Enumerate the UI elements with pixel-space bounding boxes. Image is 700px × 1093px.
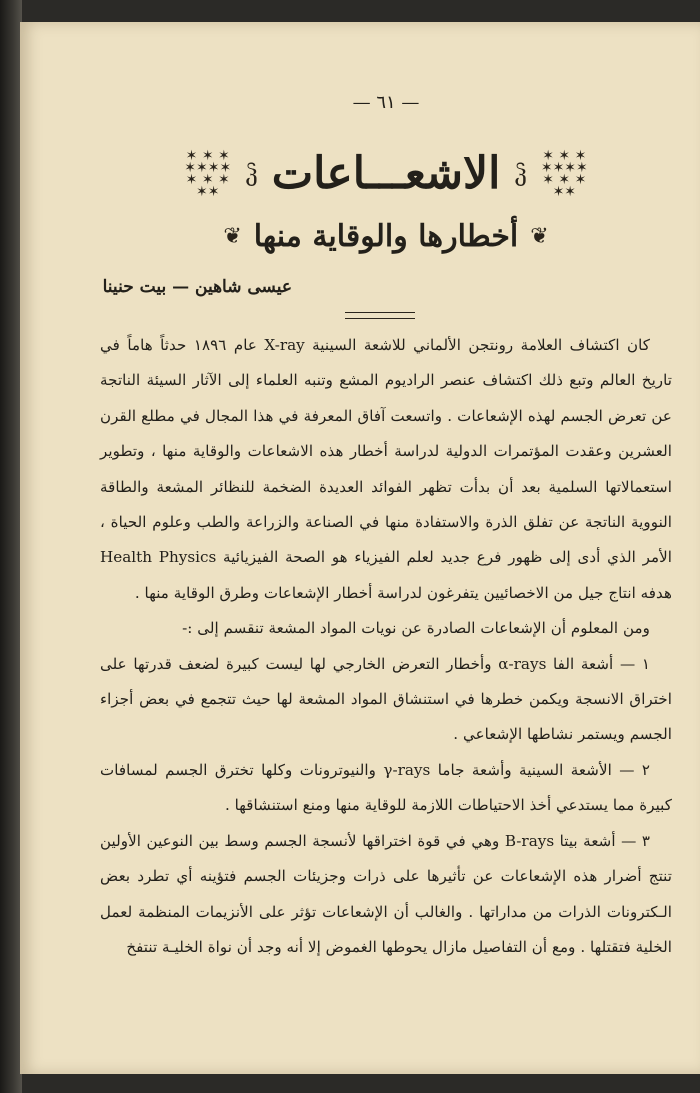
author-line: عيسى شاهين — بيت حنينا	[102, 277, 292, 297]
title-row	[100, 134, 672, 214]
paragraph: كان اكتشاف العلامة رونتجن الألماني للاشعة السينية X-ray عام ١٨٩٦ حدثاً هاماً في تاريخ العالم وتبع ذلك اكتشاف عنصر الراديوم المشع وتنبه العلماء إلى الآثار السيئة الناتجة عن تعرض الجسم لهذه الإشعاعات . واتسعت آفاق المعرفة في هذا المجال في مطلع القرن العشرين وعقدت المؤتمرات الدولية لدراسة أخطار هذه الاشعاعات والوقاية منها ، وتطوير استعمالاتها السلمية بعد أن بدأت تظهر الفوائد العديدة الضخمة للنظائر المشعة والطاقة النووية الناتجة عن تفلق الذرة والاستفادة منها في الصناعة والزراعة والطب وعلوم الحياة ، الأمر الذي أدى إلى ظهور فرع جديد لعلم الفيزياء هو الصحة الفيزيائية Health Physics هدفه انتاج جيل من الاخصائيين يتفرغون لدراسة أخطار الإشعاعات وطرق الوقاية منها .	[100, 336, 672, 602]
book-page	[20, 22, 700, 1074]
list-item: ٢ — الأشعة السينية وأشعة جاما γ-rays والنيوترونات وكلها تخترق الجسم لمسافات كبيرة مما يستدعي أخذ الاحتياطات اللازمة للوقاية منها ومنع استنشاقها .	[100, 760, 672, 815]
star-cluster-icon: ✶ ✶ ✶ ✶✶✶✶ ✶ ✶ ✶ ✶✶	[540, 148, 588, 200]
page-number: — ٦١ —	[352, 92, 420, 113]
star-cluster-icon: ✶ ✶ ✶ ✶✶✶✶ ✶ ✶ ✶ ✶✶	[184, 148, 232, 200]
article-title: الاشعـــاعات	[271, 148, 501, 199]
paragraph: ومن المعلوم أن الإشعاعات الصادرة عن نويات المواد المشعة تنقسم إلى :-	[182, 619, 650, 638]
article-body	[100, 328, 672, 965]
swirl-ornament-icon: ჴ	[514, 161, 527, 187]
swirl-ornament-icon: ❦	[530, 223, 549, 249]
page-content	[100, 22, 672, 1074]
list-item: ١ — أشعة الفا α-rays وأخطار التعرض الخارجي لها ليست كبيرة لضعف قدرتها على اختراق الانسجة ويكمن خطرها في استنشاق المواد المشعة لها حيث تتجمع في بعض أجزاء الجسم ويستمر نشاطها الإشعاعي .	[100, 654, 672, 744]
subtitle-row	[100, 214, 672, 258]
book-spine	[0, 0, 22, 1093]
swirl-ornament-icon: ❦	[223, 223, 242, 249]
list-item: ٣ — أشعة بيتا B-rays وهي في قوة اختراقها لأنسجة الجسم وسط بين النوعين الأولين تنتج أضرار هذه الإشعاعات عن تأثيرها على ذرات وجزيئات الجسم فتؤينه أي تطرد بعض الـكترونات الذرات من مداراتها . والغالب أن الإشعاعات تؤثر على الأنزيمات المنظمة لعمل الخلية فتقتلها . ومع أن التفاصيل مازال يحوطها الغموض إلا أنه وجد أن نواة الخليـة تنتفخ	[100, 831, 672, 956]
swirl-ornament-icon: ჴ	[245, 161, 258, 187]
article-subtitle: أخطارها والوقاية منها	[253, 218, 519, 254]
divider-rule	[345, 312, 415, 319]
